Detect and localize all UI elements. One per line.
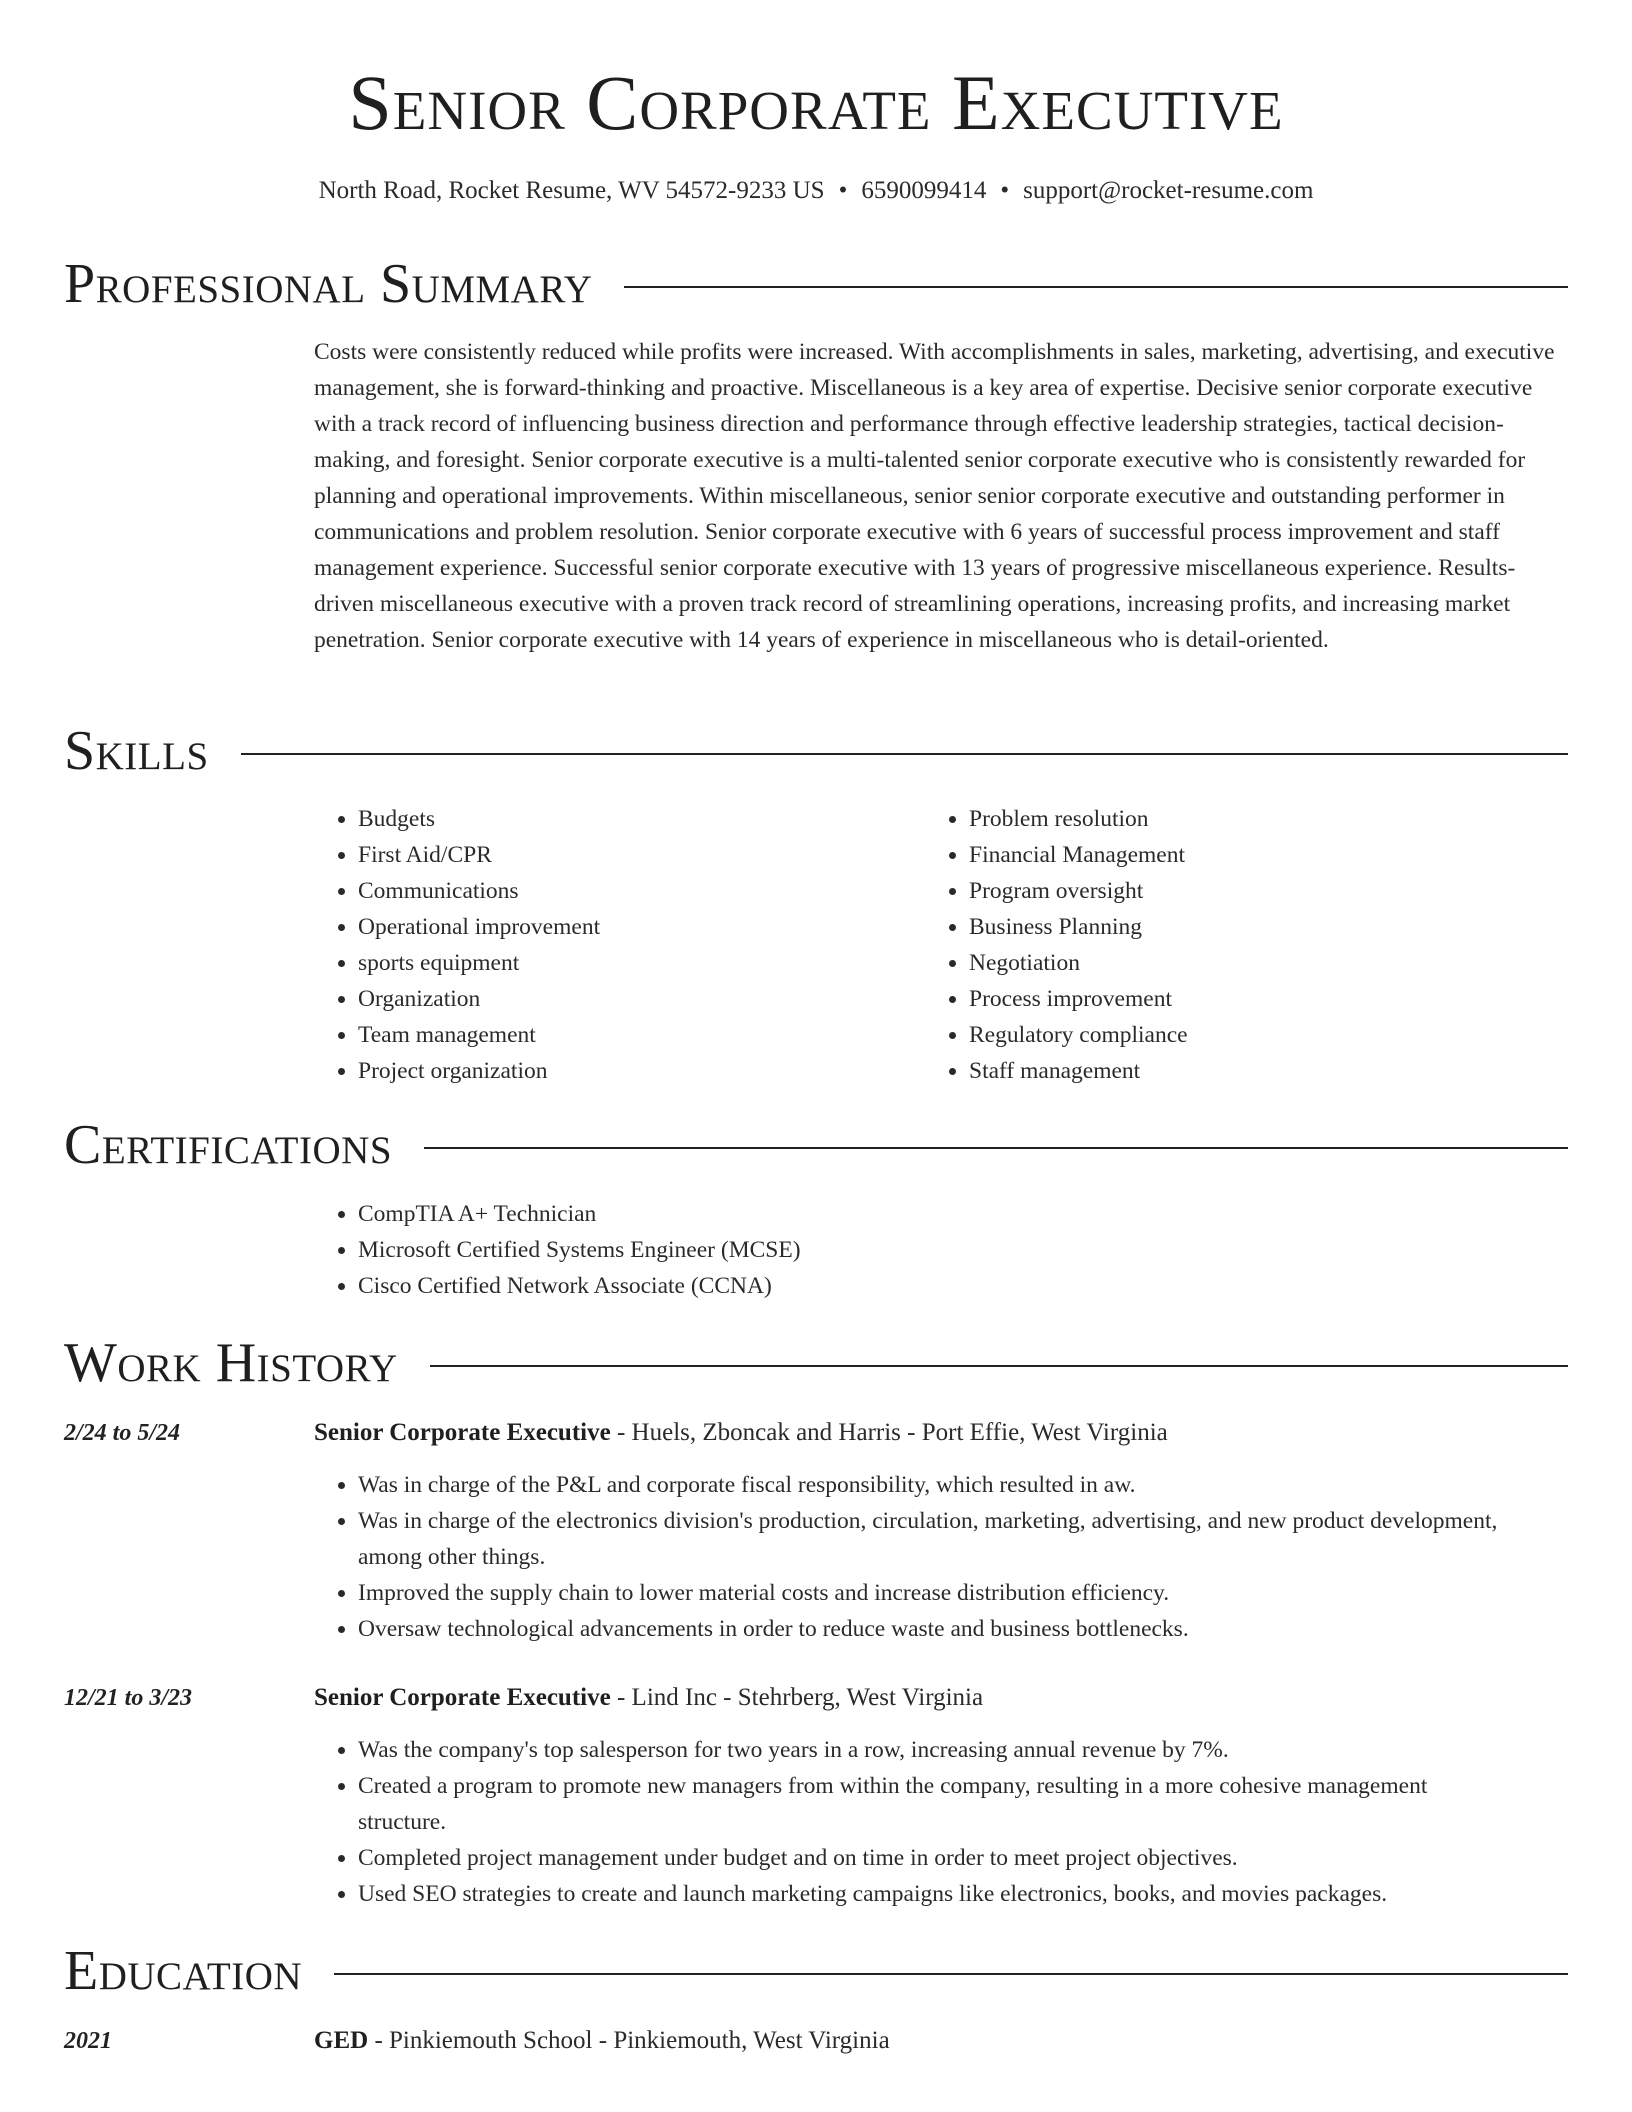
summary-text: Costs were consistently reduced while profits were increased. With accomplishments in sales, marketing, advertising, and executive management, she is forward-thinking and proactive. Miscellaneous is a key area of expertise. Decisive senior corporate executive with a track record of influencing business direction and performance through effective leadership strategies, tactical decision-making, and foresight. Senior corporate executive is a multi-talented senior corporate executive who is consistently rewarded for planning and operational improvements. Within miscellaneous, senior senior corporate executive and outstanding performer in communications and problem resolution. Senior corporate executive with 6 years of successful process improvement and staff management experience. Successful senior corporate executive with 13 years of progressive miscellaneous experience. Results-driven miscellaneous executive with a proven track record of streamlining operations, increasing profits, and increasing market penetration. Senior corporate executive with 14 years of experience in miscellaneous who is detail-oriented.	[314, 339, 1555, 653]
skill-item: • Organization	[358, 981, 914, 1017]
section-divider	[624, 286, 1568, 288]
job-dates: 12/21 to 3/23	[64, 1685, 193, 1711]
job-bullet: • Improved the supply chain to lower material costs and increase distribution efficiency.	[358, 1575, 1514, 1611]
skills-right-column	[925, 801, 1525, 1089]
education-year: 2021	[64, 2028, 112, 2054]
skill-item: • Negotiation	[969, 945, 1525, 981]
job-employer-location: - Lind Inc - Stehrberg, West Virginia	[610, 1684, 984, 1711]
skill-item: • Operational improvement	[358, 909, 914, 945]
education-section-header	[64, 1939, 1568, 2003]
job-responsibilities	[314, 1732, 1514, 1912]
education-degree: GED	[314, 2027, 369, 2054]
skill-item: • Financial Management	[969, 837, 1525, 873]
summary-section-header	[64, 252, 1568, 316]
section-divider	[424, 1147, 1568, 1149]
skill-item: • Process improvement	[969, 981, 1525, 1017]
education-school-location: - Pinkiemouth School - Pinkiemouth, West Virginia	[368, 2027, 890, 2054]
job-employer-location: - Huels, Zboncak and Harris - Port Effie, West Virginia	[610, 1419, 1168, 1446]
job-heading	[314, 1681, 983, 1715]
job-bullet: • Was in charge of the electronics division's production, circulation, marketing, advertising, and new product development, among other things.	[358, 1503, 1514, 1575]
skills-left-column	[314, 801, 914, 1089]
section-divider	[334, 1973, 1568, 1975]
job-bullet: • Completed project management under budget and on time in order to meet project objectives.	[358, 1840, 1514, 1876]
contact-separator: •	[838, 177, 848, 204]
skill-item: • Regulatory compliance	[969, 1017, 1525, 1053]
skill-item: • Project organization	[358, 1053, 914, 1089]
skills-heading: Skills	[64, 720, 209, 782]
skill-item: • Team management	[358, 1017, 914, 1053]
candidate-name: Senior Corporate Executive	[348, 59, 1284, 146]
skill-item: • Business Planning	[969, 909, 1525, 945]
skill-item: • sports equipment	[358, 945, 914, 981]
skill-item: • Problem resolution	[969, 801, 1525, 837]
job-bullet: • Oversaw technological advancements in order to reduce waste and business bottlenecks.	[358, 1611, 1514, 1647]
contact-email: support@rocket-resume.com	[1023, 177, 1314, 204]
certification-item: • CompTIA A+ Technician	[358, 1196, 1514, 1232]
job-bullet: • Created a program to promote new managers from within the company, resulting in a more cohesive management structure.	[358, 1768, 1514, 1840]
skill-item: • Communications	[358, 873, 914, 909]
section-divider	[430, 1365, 1568, 1367]
education-heading-line	[314, 2024, 890, 2058]
education-heading: Education	[64, 1940, 303, 2002]
certification-item: • Microsoft Certified Systems Engineer (MCSE)	[358, 1232, 1514, 1268]
work-section-header	[64, 1331, 1568, 1395]
job-title: Senior Corporate Executive	[314, 1419, 611, 1446]
skill-item: • Staff management	[969, 1053, 1525, 1089]
job-bullet: • Was the company's top salesperson for two years in a row, increasing annual revenue by 7%.	[358, 1732, 1514, 1768]
section-divider	[241, 753, 1568, 755]
skill-item: • Budgets	[358, 801, 914, 837]
job-responsibilities	[314, 1467, 1514, 1647]
certifications-heading: Certifications	[64, 1114, 393, 1176]
contact-line	[0, 174, 1632, 208]
skill-item: • Program oversight	[969, 873, 1525, 909]
skill-item: • First Aid/CPR	[358, 837, 914, 873]
work-heading: Work History	[64, 1332, 398, 1394]
contact-address: North Road, Rocket Resume, WV 54572-9233 US	[318, 177, 825, 204]
job-title: Senior Corporate Executive	[314, 1684, 611, 1711]
certifications-list	[314, 1196, 1514, 1304]
job-dates: 2/24 to 5/24	[64, 1420, 181, 1446]
summary-heading: Professional Summary	[64, 253, 593, 315]
job-heading	[314, 1416, 1168, 1450]
skills-section-header	[64, 719, 1568, 783]
certifications-section-header	[64, 1113, 1568, 1177]
contact-separator: •	[1000, 177, 1010, 204]
certification-item: • Cisco Certified Network Associate (CCNA)	[358, 1268, 1514, 1304]
job-bullet: • Used SEO strategies to create and launch marketing campaigns like electronics, books, and movies packages.	[358, 1876, 1514, 1912]
job-bullet: • Was in charge of the P&L and corporate fiscal responsibility, which resulted in aw.	[358, 1467, 1514, 1503]
contact-phone: 6590099414	[861, 177, 987, 204]
